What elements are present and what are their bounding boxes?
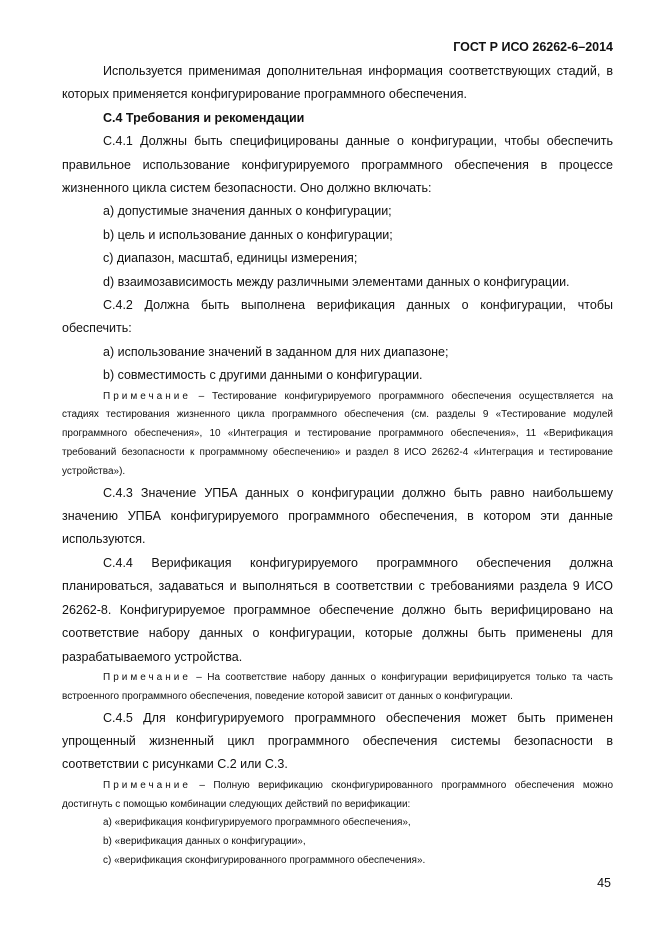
list-item: а) допустимые значения данных о конфигурации;: [103, 204, 392, 219]
note-label: Примечание: [103, 671, 191, 683]
clause-c42: С.4.2 Должна быть выполнена верификация данных о конфигурации, чтобы обеспечить:: [62, 298, 613, 336]
list-item: с) диапазон, масштаб, единицы измерения;: [103, 251, 358, 266]
section-heading: С.4 Требования и рекомендации: [103, 110, 305, 125]
note-label: Примечание: [103, 390, 191, 402]
page-number: 45: [597, 876, 611, 890]
intro-paragraph: Используется применимая дополнительная информация соответствующих стадий, в которых применяется конфигурирование программного обеспечения.: [62, 64, 613, 102]
note-label: Примечание: [103, 779, 191, 791]
clause-c41: С.4.1 Должны быть специфицированы данные о конфигурации, чтобы обеспечить правильное использование конфигурируемого программного обеспечения в процессе жизненного цикла систем безопасности. Оно должно включать:: [62, 134, 613, 196]
list-item: b) совместимость с другими данными о конфигурации.: [103, 368, 423, 383]
page-content: [62, 60, 613, 871]
note-text: – Полную верификацию сконфигурированного программного обеспечения можно достигнуть с помощью комбинации следующих действий по верификации:: [62, 779, 614, 810]
note-list-item: b) «верификация данных о конфигурации»,: [103, 836, 306, 848]
list-item: d) взаимозависимость между различными элементами данных о конфигурации.: [103, 274, 570, 289]
list-item: а) использование значений в заданном для них диапазоне;: [103, 344, 449, 359]
clause-c43: С.4.3 Значение УПБА данных о конфигурации должно быть равно наибольшему значению УПБА конфигурируемого программного обеспечения, в котором эти данные используются.: [62, 485, 613, 547]
list-item: b) цель и использование данных о конфигурации;: [103, 227, 393, 242]
note-3: [62, 777, 613, 815]
note-text: – На соответствие набору данных о конфигурации верифицируется только та часть встроенного программного обеспечения, поведение которой зависит от данных о конфигурации.: [62, 671, 613, 702]
clause-c45: С.4.5 Для конфигурируемого программного обеспечения может быть применен упрощенный жизненный цикл программного обеспечения системы безопасности в соответствии с рисунками С.2 или С.3.: [62, 710, 613, 772]
note-list-item: с) «верификация сконфигурированного программного обеспечения».: [103, 854, 426, 866]
clause-c44: С.4.4 Верификация конфигурируемого программного обеспечения должна планироваться, задаваться и выполняться в соответствии с требованиями раздела 9 ИСО 26262-8. Конфигурируемое программное обеспечение должно быть верифицировано на соответствие набору данных о конфигурации, которые должны быть применены для разрабатываемого устройства.: [62, 555, 613, 664]
note-text: – Тестирование конфигурируемого программного обеспечения осуществляется на стадиях тестирования жизненного цикла программного обеспечения (см. разделы 9 «Тестирование модулей программного обеспечения», 10 «Интеграция и тестирование программного обеспечения», 11 «Верификация требований безопасности к программному обеспечению» и раздел 8 ИСО 26262-4 «Интеграция и тестирование устройства»).: [62, 390, 614, 477]
note-2: [62, 669, 613, 707]
note-1: [62, 388, 613, 482]
note-list-item: а) «верификация конфигурируемого программного обеспечения»,: [103, 817, 411, 829]
standard-header: ГОСТ Р ИСО 26262-6–2014: [453, 40, 613, 54]
